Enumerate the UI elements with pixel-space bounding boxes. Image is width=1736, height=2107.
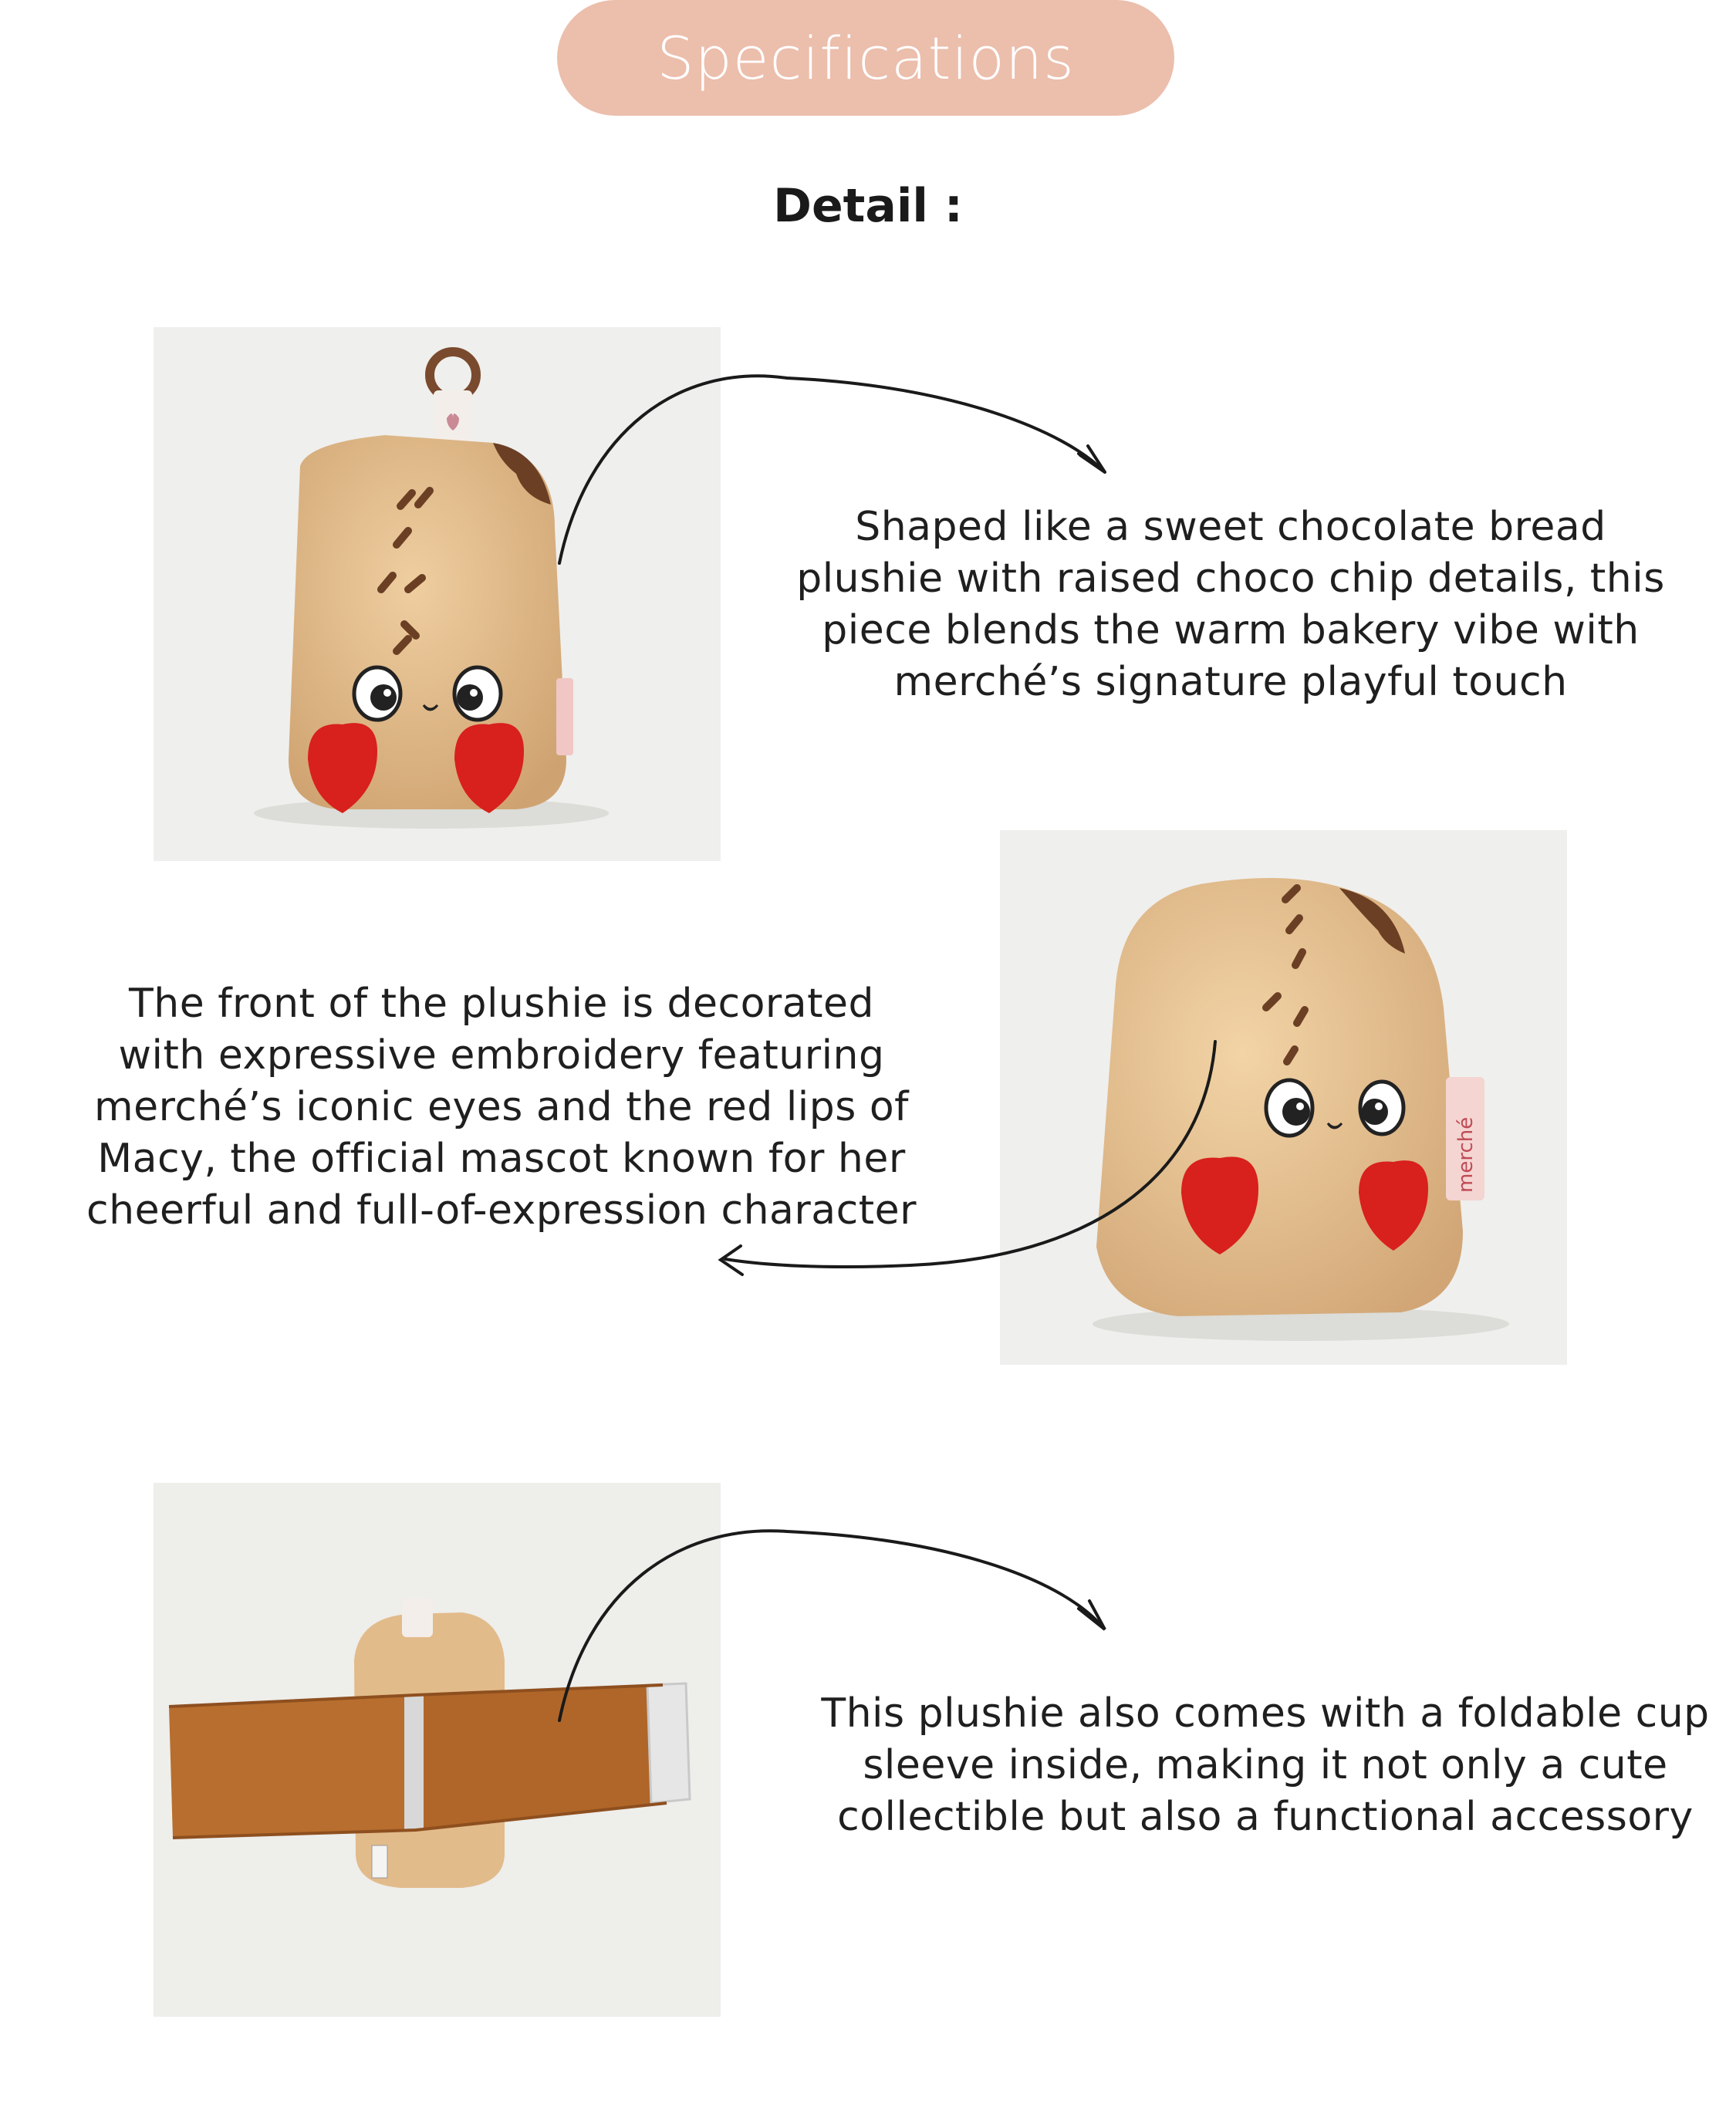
cup-sleeve-icon	[154, 1483, 721, 2017]
specifications-banner	[557, 0, 1174, 116]
caption-chocolate-bread-shape: Shaped like a sweet chocolate bread plushie with raised choco chip details, this piece blends the warm bakery vibe with merché’s signature playful touch	[796, 504, 1665, 705]
caption-foldable-cup-sleeve: This plushie also comes with a foldable cup sleeve inside, making it not only a cute collectible but also a functional accessory	[821, 1690, 1710, 1840]
detail-heading: Detail :	[773, 179, 963, 233]
cup-sleeve-photo	[154, 1483, 721, 2017]
plush-keychain-front-icon	[154, 327, 721, 861]
caption-expressive-embroidery: The front of the plushie is decorated with expressive embroidery featuring merché’s iconic eyes and the red lips of Macy, the official mascot known for her cheerful and full-of-expression character	[86, 981, 917, 1234]
plush-keychain-front-photo	[154, 327, 721, 861]
specifications-title: Specifications	[657, 23, 1075, 93]
merche-tag-text: merché	[1454, 1116, 1478, 1193]
plush-side-view-photo	[1000, 830, 1567, 1365]
plush-side-view-icon	[1000, 830, 1567, 1365]
